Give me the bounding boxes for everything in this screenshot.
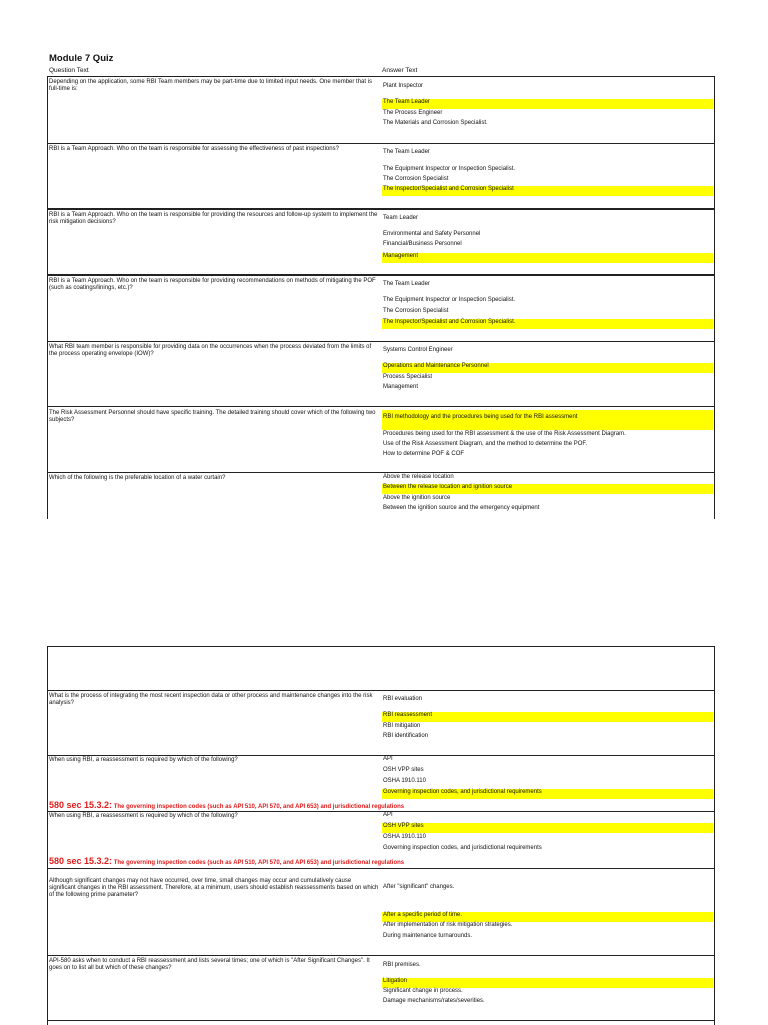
question-text: What is the process of integrating the most recent inspection data or other process and maintenance changes into the risk analysis? — [49, 693, 373, 706]
answer-option: During maintenance turnarounds. — [383, 933, 473, 939]
answer-option: After "significant" changes. — [383, 884, 455, 890]
answer-option: Between the ignition source and the emergency equipment — [383, 505, 540, 511]
quiz-table-page-2 — [47, 646, 715, 1025]
answer-option: OSHA 1910.110 — [383, 834, 426, 840]
row-separator — [48, 341, 714, 342]
reference-text: The governing inspection codes (such as API 510, API 570, and API 653) and jurisdictional regulations — [112, 860, 405, 866]
answer-option-correct: RBI reassessment — [382, 712, 713, 722]
answer-option-correct: The Team Leader — [382, 99, 713, 109]
reference-code: 580 sec 15.3.2: — [49, 856, 113, 866]
answer-option: Management — [383, 384, 419, 390]
page-title: Module 7 Quiz — [49, 53, 114, 64]
answer-option-correct: Governing inspection codes, and jurisdictional requirements — [382, 789, 713, 799]
row-separator — [48, 955, 714, 956]
answer-option: The Team Leader — [383, 281, 430, 287]
answer-option: RBI mitigation — [383, 723, 421, 729]
answer-option: The Team Leader — [383, 149, 430, 155]
answer-option: The Corrosion Specialist — [383, 176, 449, 182]
answer-option: API — [383, 756, 393, 762]
answer-option: Damage mechanisms/rates/severities. — [383, 998, 485, 1004]
reference-note — [49, 800, 404, 810]
row-separator — [48, 1020, 714, 1021]
answer-option: Team Leader — [383, 215, 419, 221]
answer-option: RBI evaluation — [383, 696, 423, 702]
answer-option: RBI premises. — [383, 962, 421, 968]
answer-option-correct: Management — [382, 253, 713, 263]
question-text: When using RBI, a reassessment is required by which of the following? — [49, 757, 238, 763]
answer-option: The Equipment Inspector or Inspection Specialist. — [383, 297, 516, 303]
question-text: API-580 asks when to conduct a RBI reassessment and lists several times; one of which is "After Significant Changes". It goes on to list all but which of these changes? — [49, 958, 370, 971]
row-separator — [48, 406, 714, 407]
answer-option: Process Specialist — [383, 374, 433, 380]
reference-text: The governing inspection codes (such as API 510, API 570, and API 653) and jurisdictional regulations — [112, 804, 405, 810]
answer-option: Significant change in process. — [383, 988, 463, 994]
question-text: Although significant changes may not have occurred, over time, small changes may occur and cumulatively cause significant changes in the RBI assessment. Therefore, at a minimum, users should establish reassessments based on which of the following prime parameter? — [49, 878, 379, 898]
answer-option: OSH VPP sites — [383, 767, 424, 773]
row-separator — [48, 143, 714, 144]
answer-option-correct: Between the release location and ignition source — [382, 484, 713, 494]
answer-option-correct: Litigation — [382, 978, 713, 988]
question-text: What RBI team member is responsible for providing data on the occurrences when the process deviated from the limits of the process operating envelope (IOW)? — [49, 344, 372, 357]
question-column-header: Question Text — [49, 67, 89, 74]
answer-option-correct: After a specific period of time. — [382, 912, 713, 922]
question-text: Depending on the application, some RBI Team members may be part-time due to limited input needs. One member that is full-time is: — [49, 79, 373, 92]
answer-option-correct: The Inspector/Specialist and Corrosion Specialist. — [382, 319, 713, 329]
question-text: The Risk Assessment Personnel should have specific training. The detailed training should cover which of the following two subjects? — [49, 410, 376, 423]
answer-option: After implementation of risk mitigation strategies. — [383, 922, 513, 928]
row-separator — [48, 208, 714, 210]
answer-option: The Equipment Inspector or Inspection Specialist. — [383, 166, 516, 172]
answer-option-correct: RBI methodology and the procedures being used for the RBI assessment — [382, 410, 713, 430]
answer-column-header: Answer Text — [382, 67, 418, 74]
answer-option: Systems Control Engineer — [383, 347, 453, 353]
answer-option-correct: The Inspector/Specialist and Corrosion Specialist — [382, 186, 713, 196]
answer-option: Financial/Business Personnel — [383, 241, 462, 247]
question-text: RBI is a Team Approach. Who on the team is responsible for providing the resources and follow-up system to implement the risk mitigation decisions? — [49, 212, 378, 225]
answer-option-correct: OSH VPP sites — [382, 823, 713, 833]
answer-option: RBI identification — [383, 733, 429, 739]
answer-option: How to determine POF & COF — [383, 451, 465, 457]
answer-option: Above the release location — [383, 474, 454, 480]
row-separator — [48, 868, 714, 869]
row-separator — [48, 274, 714, 276]
answer-option: API — [383, 812, 393, 818]
answer-option: The Process Engineer — [383, 110, 443, 116]
question-text: RBI is a Team Approach. Who on the team is responsible for assessing the effectiveness of past inspections? — [49, 146, 339, 152]
reference-note — [49, 856, 404, 866]
question-text: Which of the following is the preferable location of a water curtain? — [49, 475, 226, 481]
answer-option: Governing inspection codes, and jurisdictional requirements — [383, 845, 542, 851]
answer-option-correct: Operations and Maintenance Personnel — [382, 363, 713, 373]
answer-option: The Corrosion Specialist — [383, 308, 449, 314]
row-separator — [48, 472, 714, 473]
answer-option: OSHA 1910.110 — [383, 778, 426, 784]
answer-option: Plant Inspector — [383, 83, 424, 89]
answer-option: The Materials and Corrosion Specialist. — [383, 120, 488, 126]
answer-option: Procedures being used for the RBI assessment & the use of the Risk Assessment Diagram. — [383, 431, 626, 437]
question-text: RBI is a Team Approach. Who on the team is responsible for providing recommendations on methods of mitigating the POF (such as coatings/linings, etc.)? — [49, 278, 376, 291]
answer-option: Environmental and Safety Personnel — [383, 231, 481, 237]
question-text: When using RBI, a reassessment is required by which of the following? — [49, 813, 238, 819]
row-separator — [48, 690, 714, 691]
answer-option: Use of the Risk Assessment Diagram, and the method to determine the POF. — [383, 441, 588, 447]
reference-code: 580 sec 15.3.2: — [49, 800, 113, 810]
quiz-table-page-1 — [47, 76, 715, 519]
answer-option: Above the ignition source — [383, 495, 451, 501]
